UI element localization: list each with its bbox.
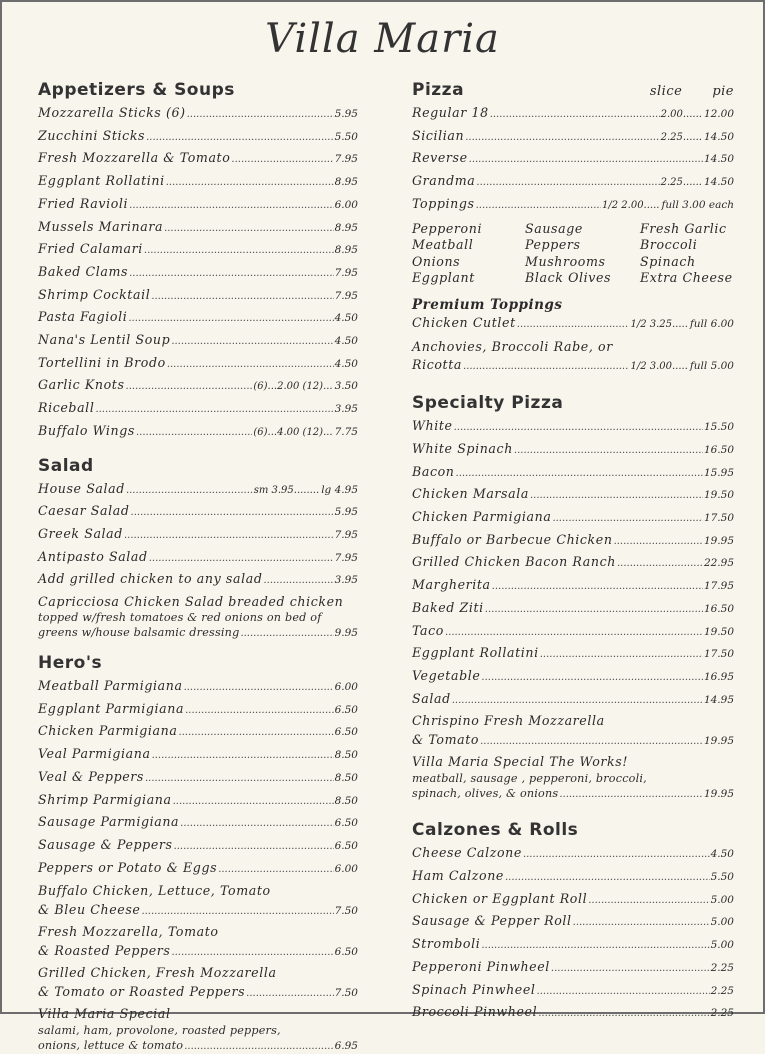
- menu-item-toppings: [412, 194, 734, 217]
- topping-sausage: Sausage: [525, 220, 583, 236]
- menu-item-mozzarella-sticks-6: [38, 103, 358, 126]
- menu-item-chicken-marsala: [412, 484, 734, 507]
- premium-anchovies-item: [412, 337, 734, 375]
- item-name-line2: & Tomato or Roasted Peppers: [38, 984, 246, 1000]
- item-name: Spinach Pinwheel: [412, 981, 536, 997]
- item-price: 2.25: [710, 961, 734, 974]
- item-price: 8.95: [334, 221, 358, 234]
- item-name: Shrimp Parmigiana: [38, 791, 172, 807]
- item-name: Eggplant Rollatini: [38, 173, 165, 189]
- works-line1: Villa Maria Special The Works!: [412, 754, 629, 770]
- menu-item-grandma: [412, 171, 734, 194]
- capricciosa-price: 9.95: [334, 627, 358, 640]
- topping-black-olives: Black Olives: [525, 270, 612, 286]
- menu-item-baked-ziti: [412, 598, 734, 621]
- item-name: Baked Ziti: [412, 599, 484, 615]
- item-name: Ham Calzone: [412, 868, 504, 884]
- item-price: 5.00: [710, 939, 734, 952]
- item-name: Garlic Knots: [38, 377, 125, 393]
- item-name: Mussels Marinara: [38, 218, 164, 234]
- item-price: 3.50: [334, 380, 358, 393]
- item-price: 7.75: [334, 425, 358, 438]
- item-name: Grandma: [412, 173, 476, 189]
- item-price: 6.00: [334, 681, 358, 694]
- pizza-size-header: [620, 84, 734, 99]
- item-name: Tortellini in Brodo: [38, 354, 166, 370]
- menu-item-sausage-pepper-roll: [412, 911, 734, 934]
- item-name: Eggplant Parmigiana: [38, 700, 185, 716]
- item-name-line2: & Bleu Cheese: [38, 902, 141, 918]
- heros-multi-list: [38, 881, 358, 1003]
- item-name: Regular 18: [412, 105, 489, 120]
- item-price: 4.50: [334, 335, 358, 348]
- item-price: 7.95: [334, 266, 358, 279]
- menu-item-nana-s-lentil-soup: [38, 330, 358, 353]
- item-name: Chicken Parmigiana: [412, 509, 552, 525]
- menu-item-ham-calzone: [412, 866, 734, 889]
- menu-item-sicilian: [412, 126, 734, 149]
- item-name-line1: Fresh Mozzarella, Tomato: [38, 924, 219, 940]
- calzones-list: [412, 843, 734, 1025]
- salad-heading: Salad: [38, 455, 94, 476]
- item-name: Baked Clams: [38, 263, 129, 279]
- menu-item-shrimp-parmigiana: [38, 790, 358, 813]
- item-price: 6.00: [334, 862, 358, 875]
- menu-item-regular-18: [412, 103, 734, 126]
- chrispino-line1: Chrispino Fresh Mozzarella: [412, 713, 605, 729]
- menu-item-reverse: [412, 148, 734, 171]
- premium-anchovies-half: 1/2 3.00.....: [630, 361, 688, 373]
- item-name: Mozzarella Sticks (6): [38, 105, 186, 120]
- item-name: Buffalo Wings: [38, 422, 135, 438]
- item-name: Salad: [412, 690, 451, 706]
- premium-anchovies-full: full 5.00: [689, 360, 734, 373]
- item-name: Greek Salad: [38, 525, 123, 541]
- item-price: 14.50: [703, 130, 734, 143]
- item-price: 12.00: [703, 108, 734, 120]
- item-price: 7.95: [334, 153, 358, 166]
- menu-item-margherita: [412, 575, 734, 598]
- item-name: Fried Calamari: [38, 241, 143, 257]
- capricciosa-line2: topped w/fresh tomatoes & red onions on bed of: [38, 611, 322, 625]
- item-name: Pepperoni Pinwheel: [412, 958, 550, 974]
- item-name: Taco: [412, 622, 444, 638]
- menu-item-veal-parmigiana: [38, 744, 358, 767]
- item-name: Antipasto Salad: [38, 548, 148, 564]
- item-price: 4.50: [334, 357, 358, 370]
- menu-item-white-spinach: [412, 439, 734, 462]
- item-price: 5.50: [710, 871, 734, 884]
- item-name: White Spinach: [412, 440, 513, 456]
- menu-item-garlic-knots: [38, 375, 358, 398]
- item-price: 7.50: [334, 905, 358, 918]
- item-price: 6.50: [334, 817, 358, 830]
- item-mid-price: 2.00......: [660, 109, 702, 120]
- heros-heading: Hero's: [38, 653, 103, 674]
- item-price: 5.00: [710, 916, 734, 929]
- villa-special-item: [38, 1004, 358, 1054]
- item-name: Sicilian: [412, 127, 465, 143]
- premium-toppings-heading: Premium Toppings: [412, 296, 563, 313]
- item-mid-price: 1/2 2.00.....: [602, 199, 660, 211]
- villa-special-price: 6.95: [334, 1040, 358, 1053]
- item-name: Vegetable: [412, 667, 481, 683]
- menu-item-fresh-mozzarella-tomato: [38, 148, 358, 171]
- menu-item-riceball: [38, 398, 358, 421]
- capricciosa-item: [38, 594, 358, 641]
- item-price: 6.50: [334, 839, 358, 852]
- item-name: Eggplant Rollatini: [412, 645, 539, 661]
- premium-chicken-full: full 6.00: [689, 317, 734, 330]
- pie-label: pie: [712, 84, 734, 99]
- item-name: Reverse: [412, 150, 468, 166]
- item-price: 3.95: [334, 403, 358, 416]
- works-line3: spinach, olives, & onions: [412, 787, 559, 801]
- item-price: 19.95: [703, 534, 734, 547]
- menu-item-grilled-chicken-bacon-ranch: [412, 552, 734, 575]
- specialty-list: [412, 416, 734, 711]
- menu-item-chicken-parmigiana: [412, 507, 734, 530]
- item-price: 5.50: [334, 130, 358, 143]
- item-price: 17.95: [703, 580, 734, 593]
- menu-item-veal-peppers: [38, 767, 358, 790]
- appetizers-list: [38, 103, 358, 444]
- item-price: 7.95: [334, 528, 358, 541]
- item-name: White: [412, 418, 453, 434]
- menu-item-tortellini-in-brodo: [38, 353, 358, 376]
- menu-item-buffalo-or-barbecue-chicken: [412, 530, 734, 553]
- item-name-line1: Buffalo Chicken, Lettuce, Tomato: [38, 883, 271, 899]
- menu-item-spinach-pinwheel: [412, 980, 734, 1003]
- item-price: 6.50: [334, 726, 358, 739]
- item-name: Caesar Salad: [38, 503, 130, 519]
- menu-item-sausage-peppers: [38, 835, 358, 858]
- item-price: 8.50: [334, 794, 358, 807]
- item-name: Chicken Parmigiana: [38, 723, 178, 739]
- menu-item-caesar-salad: [38, 501, 358, 524]
- premium-chicken-half: 1/2 3.25.....: [630, 318, 688, 330]
- item-price: 15.50: [703, 421, 734, 434]
- pizza-heading: Pizza: [412, 80, 465, 100]
- item-name: Zucchini Sticks: [38, 127, 146, 143]
- menu-item-buffalo-chicken-lettuce-tomato: [38, 881, 358, 921]
- item-price: 17.50: [703, 648, 734, 661]
- chrispino-item: [412, 711, 734, 751]
- menu-title: Villa Maria: [265, 16, 500, 62]
- item-mid-price: 2.25......: [660, 131, 702, 143]
- menu-item-white: [412, 416, 734, 439]
- menu-item-peppers-or-potato-eggs: [38, 858, 358, 881]
- capricciosa-line3: greens w/house balsamic dressing: [38, 626, 240, 640]
- topping-fresh-garlic: Fresh Garlic: [640, 220, 727, 236]
- item-price: 14.50: [703, 153, 734, 166]
- menu-item-shrimp-cocktail: [38, 285, 358, 308]
- topping-onions: Onions: [412, 253, 461, 269]
- slice-label: slice: [649, 84, 683, 99]
- chrispino-price: 19.95: [703, 735, 734, 748]
- item-price: 6.50: [334, 703, 358, 716]
- menu-item-baked-clams: [38, 262, 358, 285]
- menu-item-grilled-chicken-fresh-mozzarella: [38, 963, 358, 1003]
- item-name: Cheese Calzone: [412, 845, 522, 861]
- menu-item-cheese-calzone: [412, 843, 734, 866]
- item-name: Toppings: [412, 195, 475, 211]
- item-price: 16.95: [703, 670, 734, 683]
- item-name: Veal Parmigiana: [38, 746, 151, 762]
- premium-chicken-name: Chicken Cutlet: [412, 314, 516, 330]
- menu-item-fried-ravioli: [38, 194, 358, 217]
- item-price: 14.95: [703, 693, 734, 706]
- menu-item-greek-salad: [38, 524, 358, 547]
- item-name: Riceball: [38, 400, 95, 416]
- topping-broccoli: Broccoli: [640, 237, 698, 253]
- menu-item-antipasto-salad: [38, 547, 358, 570]
- topping-pepperoni: Pepperoni: [412, 220, 483, 236]
- menu-item-vegetable: [412, 666, 734, 689]
- item-price: 8.95: [334, 176, 358, 189]
- heros-list: [38, 676, 358, 880]
- works-item: [412, 752, 734, 802]
- item-price: 7.95: [334, 551, 358, 564]
- villa-special-desc1: salami, ham, provolone, roasted peppers,: [38, 1024, 281, 1038]
- item-name: Peppers or Potato & Eggs: [38, 859, 218, 875]
- menu-item-zucchini-sticks: [38, 126, 358, 149]
- item-name: Sausage & Pepper Roll: [412, 913, 572, 929]
- item-price: 19.50: [703, 625, 734, 638]
- item-price: 8.50: [334, 771, 358, 784]
- menu-item-mussels-marinara: [38, 217, 358, 240]
- premium-anchovies-line2: Ricotta: [412, 357, 462, 373]
- menu-item-chicken-or-eggplant-roll: [412, 889, 734, 912]
- item-price: 14.50: [703, 176, 734, 189]
- item-name: Add grilled chicken to any salad: [38, 571, 263, 587]
- item-price: 2.25: [710, 1007, 734, 1020]
- item-name: Shrimp Cocktail: [38, 286, 151, 302]
- item-price: 7.95: [334, 289, 358, 302]
- topping-eggplant: Eggplant: [412, 270, 475, 286]
- menu-item-buffalo-wings: [38, 421, 358, 444]
- right-column: [412, 80, 734, 1025]
- menu-item-sausage-parmigiana: [38, 812, 358, 835]
- item-name: Margherita: [412, 577, 491, 593]
- topping-meatball: Meatball: [412, 237, 474, 253]
- item-price: 8.95: [334, 244, 358, 257]
- item-name: Bacon: [412, 463, 455, 479]
- item-mid-price: (6)...2.00 (12)...: [253, 381, 333, 393]
- item-name: Sausage Parmigiana: [38, 814, 180, 830]
- menu-item-pasta-fagioli: [38, 307, 358, 330]
- topping-extra-cheese: Extra Cheese: [640, 270, 733, 286]
- item-name: Buffalo or Barbecue Chicken: [412, 531, 613, 547]
- item-name-line1: Grilled Chicken, Fresh Mozzarella: [38, 965, 277, 981]
- item-name: Chicken or Eggplant Roll: [412, 890, 588, 906]
- item-name: Fresh Mozzarella & Tomato: [38, 150, 231, 166]
- menu-item-add-grilled-chicken-to-any-salad: [38, 569, 358, 592]
- item-name: Broccoli Pinwheel: [412, 1004, 538, 1020]
- item-name-line2: & Roasted Peppers: [38, 943, 171, 959]
- left-column: [38, 80, 358, 1054]
- item-price: 19.50: [703, 489, 734, 502]
- item-price: 4.50: [334, 312, 358, 325]
- item-price: 17.50: [703, 512, 734, 525]
- item-price: 6.50: [334, 946, 358, 959]
- item-price: 16.50: [703, 443, 734, 456]
- works-line2: meatball, sausage , pepperoni, broccoli,: [412, 772, 647, 786]
- menu-item-fried-calamari: [38, 239, 358, 262]
- item-name: Veal & Peppers: [38, 768, 144, 784]
- menu-item-eggplant-rollatini: [412, 643, 734, 666]
- topping-peppers: Peppers: [525, 237, 581, 253]
- works-price: 19.95: [703, 788, 734, 801]
- menu-item-salad: [412, 689, 734, 712]
- item-price: 5.95: [334, 506, 358, 519]
- menu-item-bacon: [412, 462, 734, 485]
- toppings-grid: [412, 221, 734, 287]
- menu-item-pepperoni-pinwheel: [412, 957, 734, 980]
- item-mid-price: 2.25......: [660, 177, 702, 189]
- menu-item-eggplant-rollatini: [38, 171, 358, 194]
- item-price: 7.50: [334, 987, 358, 1000]
- item-mid-price: (6)...4.00 (12)...: [253, 426, 333, 438]
- item-name: Grilled Chicken Bacon Ranch: [412, 554, 616, 570]
- item-price: 5.95: [334, 108, 358, 120]
- item-price: 16.50: [703, 602, 734, 615]
- chrispino-line2: & Tomato: [412, 732, 480, 748]
- item-price: 8.50: [334, 749, 358, 762]
- item-name: Pasta Fagioli: [38, 309, 128, 325]
- menu-item-meatball-parmigiana: [38, 676, 358, 699]
- salad-list: [38, 479, 358, 593]
- item-name: Fried Ravioli: [38, 195, 129, 211]
- item-price: 5.00: [710, 893, 734, 906]
- menu-item-eggplant-parmigiana: [38, 699, 358, 722]
- item-price: 4.50: [710, 848, 734, 861]
- appetizers-heading: Appetizers & Soups: [38, 80, 235, 100]
- item-price: 6.00: [334, 198, 358, 211]
- premium-anchovies-line1: Anchovies, Broccoli Rabe, or: [412, 339, 613, 355]
- item-name: Sausage & Peppers: [38, 836, 173, 852]
- capricciosa-line1: Capricciosa Chicken Salad breaded chicken: [38, 594, 344, 610]
- premium-chicken-row: [412, 313, 734, 336]
- menu-item-taco: [412, 621, 734, 644]
- menu-item-house-salad: [38, 479, 358, 502]
- item-price: 2.25: [710, 984, 734, 997]
- menu-item-chicken-parmigiana: [38, 721, 358, 744]
- menu-item-fresh-mozzarella-tomato: [38, 922, 358, 962]
- specialty-heading: Specialty Pizza: [412, 393, 564, 414]
- menu-item-stromboli: [412, 934, 734, 957]
- item-mid-price: sm 3.95........: [253, 484, 320, 496]
- item-price: full 3.00 each: [661, 198, 734, 211]
- item-price: 22.95: [703, 557, 734, 570]
- topping-spinach: Spinach: [640, 253, 696, 269]
- calzones-heading: Calzones & Rolls: [412, 820, 579, 841]
- item-name: Stromboli: [412, 936, 481, 952]
- item-price: 3.95: [334, 574, 358, 587]
- item-name: Meatball Parmigiana: [38, 678, 183, 694]
- item-name: Nana's Lentil Soup: [38, 332, 171, 348]
- item-name: House Salad: [38, 480, 125, 496]
- topping-mushrooms: Mushrooms: [525, 253, 606, 269]
- item-price: 15.95: [703, 466, 734, 479]
- item-name: Chicken Marsala: [412, 486, 529, 502]
- villa-special-name: Villa Maria Special: [38, 1006, 171, 1022]
- pizza-list: [412, 103, 734, 217]
- villa-special-desc2: onions, lettuce & tomato: [38, 1039, 184, 1053]
- item-price: lg 4.95: [321, 483, 358, 496]
